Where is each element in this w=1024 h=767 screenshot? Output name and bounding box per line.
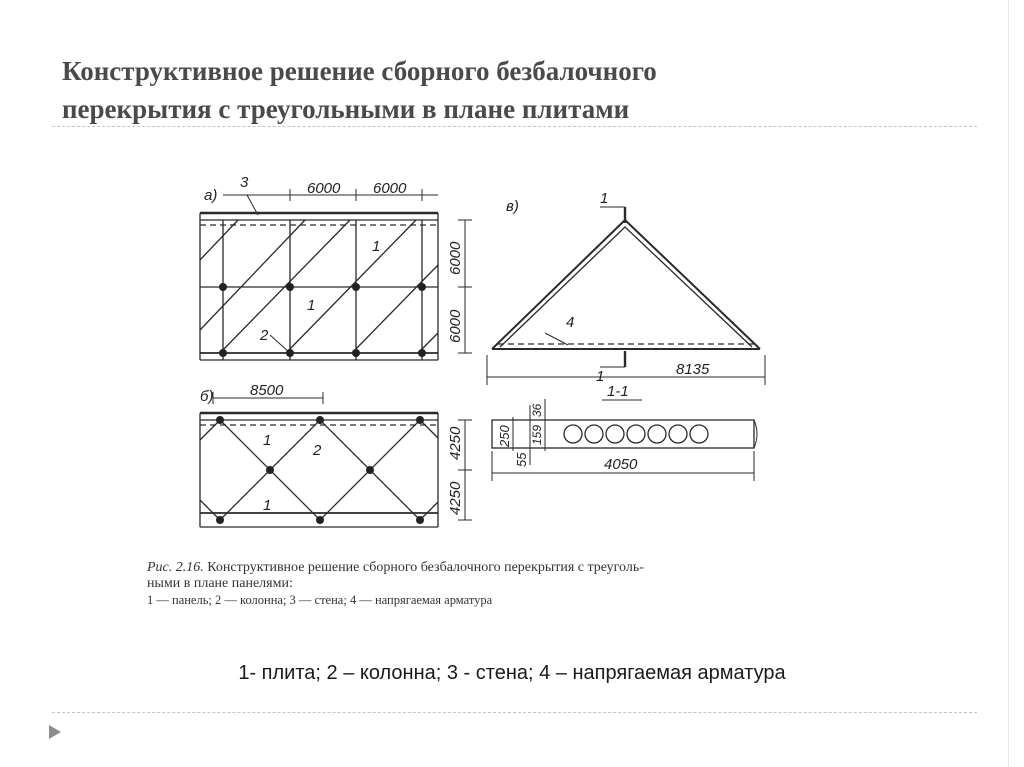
drawing [120, 155, 860, 625]
callout-section-top: 1 [600, 190, 609, 207]
slide-right-border [1008, 0, 1009, 767]
dim-b-side-2: 4250 [447, 481, 464, 515]
figure-scan [120, 155, 860, 625]
panel-v-letter: в) [506, 198, 519, 215]
callout-tendon: 4 [566, 314, 575, 331]
callout-panel-a-1: 1 [372, 238, 381, 255]
title-divider [52, 126, 977, 127]
caption-fig-number: Рис. 2.16. [147, 560, 204, 575]
caption-line-1 [147, 560, 827, 576]
dim-v-span: 8135 [676, 361, 710, 378]
slide-title [62, 52, 962, 128]
slide-title-line-1: Конструктивное решение сборного безбалочного [62, 56, 657, 86]
callout-wall: 3 [240, 174, 249, 191]
triangle-v [487, 207, 765, 385]
dim-b-top: 8500 [250, 382, 284, 399]
dim-section-250: 250 [497, 425, 512, 447]
dim-section-36: 36 [530, 403, 544, 417]
section-label: 1-1 [607, 383, 629, 400]
legend-text: 1- плита; 2 – колонна; 3 - стена; 4 – напрягаемая арматура [238, 662, 786, 684]
dim-a-top-1: 6000 [307, 180, 341, 197]
dim-a-side-1: 6000 [447, 241, 464, 275]
caption-line-2: ными в плане панелями: [147, 576, 293, 591]
callout-column-a: 2 [260, 327, 269, 344]
callout-column-b: 2 [313, 442, 322, 459]
panel-b-letter: б) [200, 388, 214, 405]
next-slide-arrow-icon[interactable] [49, 725, 61, 739]
dim-a-top-2: 6000 [373, 180, 407, 197]
caption-legend: 1 — панель; 2 — колонна; 3 — стена; 4 — напрягаемая арматура [147, 593, 493, 607]
dim-section-159: 159 [530, 424, 544, 445]
caption-text-1: Конструктивное решение сборного безбалочного перекрытия с треуголь- [207, 560, 644, 575]
dim-b-side-1: 4250 [447, 426, 464, 460]
dim-section-55: 55 [514, 452, 529, 467]
dim-a-side-2: 6000 [447, 309, 464, 343]
plan-a [200, 189, 472, 360]
callout-section-bottom: 1 [596, 368, 605, 385]
callout-panel-b-2: 1 [263, 497, 272, 514]
columns-a [219, 283, 426, 357]
panel-a-letter: а) [204, 187, 218, 204]
footer-divider [52, 712, 977, 713]
columns-b [216, 416, 424, 524]
plan-b [200, 392, 472, 527]
callout-panel-b-1: 1 [263, 432, 272, 449]
callout-panel-a-2: 1 [307, 297, 316, 314]
figure-caption [147, 560, 827, 608]
dim-section-width: 4050 [604, 456, 638, 473]
slide-title-line-2: перекрытия с треугольными в плане плитами [62, 94, 630, 124]
